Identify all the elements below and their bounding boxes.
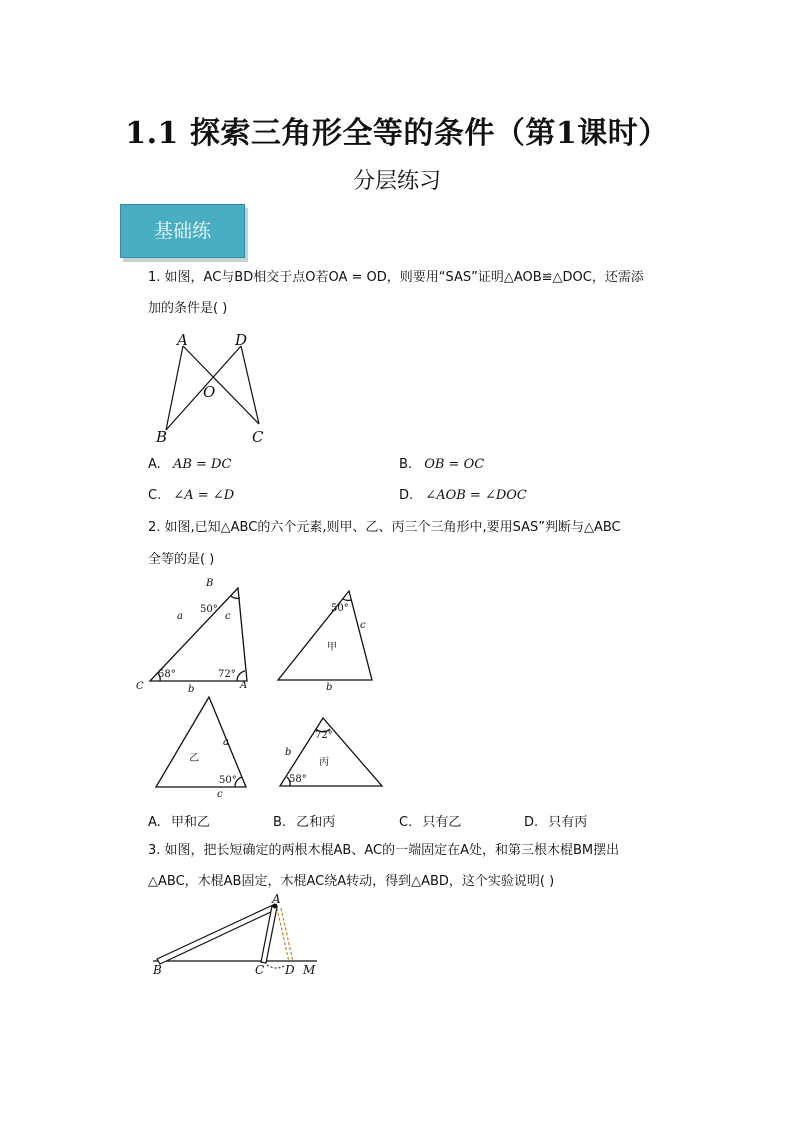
- label-a: A: [177, 331, 188, 349]
- option-key: D.: [524, 815, 539, 830]
- label-b: B: [206, 578, 214, 589]
- option-key: C.: [148, 488, 162, 503]
- rotation-arc: [267, 965, 286, 968]
- segment-ab: [166, 346, 183, 430]
- option-text: ∠AOB = ∠DOC: [425, 488, 527, 503]
- side-c: c: [225, 611, 231, 622]
- angle-58: 58°: [158, 669, 176, 680]
- option-text: 乙和丙: [296, 815, 336, 830]
- page-subtitle: 分层练习: [352, 169, 441, 194]
- jia-side-b: b: [326, 682, 333, 693]
- q1-option-d[interactable]: [399, 488, 527, 503]
- label-c: C: [255, 963, 265, 977]
- label-d: D: [235, 331, 248, 349]
- yi-side-c: c: [217, 789, 223, 800]
- segment-dc: [241, 346, 259, 424]
- label-bing: 丙: [319, 757, 329, 768]
- angle-arc-jia: [343, 599, 351, 600]
- label-b: B: [153, 963, 162, 977]
- option-text: AB = DC: [172, 457, 232, 472]
- q1-option-a[interactable]: [148, 457, 231, 472]
- q2-option-c[interactable]: [399, 811, 461, 830]
- q2-option-b[interactable]: [273, 811, 335, 830]
- label-a: A: [240, 680, 248, 691]
- page-title: 1.1 探索三角形全等的条件（第1课时）: [125, 116, 669, 151]
- angle-50: 50°: [200, 604, 218, 615]
- triangle-abc: [150, 588, 247, 681]
- bing-angle-58: 58°: [289, 774, 307, 785]
- option-text: OB = OC: [424, 457, 485, 472]
- q1-option-c[interactable]: [148, 488, 234, 503]
- option-key: B.: [273, 815, 287, 830]
- question-3-line-1: 3. 如图，把长短确定的两根木棍AB、AC的一端固定在A处，和第三根木棍BM摆出: [148, 843, 620, 858]
- segment-ac: [183, 346, 259, 424]
- side-a: a: [177, 611, 183, 622]
- option-text: 甲和乙: [170, 815, 210, 830]
- stick-ab: [157, 905, 275, 964]
- label-c: C: [136, 681, 144, 692]
- section-badge: 基础练: [120, 204, 245, 258]
- label-a: A: [272, 893, 281, 906]
- label-m: M: [303, 963, 316, 977]
- angle-72: 72°: [218, 669, 236, 680]
- question-1-line-1: 1. 如图，AC与BD相交于点O若OA = OD，则要用“SAS”证明△AOB≌△DOC，还需添: [148, 270, 644, 285]
- option-text: ∠A = ∠D: [173, 488, 235, 503]
- option-text: 只有丙: [548, 815, 588, 830]
- bing-angle-72: 72°: [315, 730, 333, 741]
- label-c: C: [252, 428, 264, 446]
- question-1-figure: [148, 326, 278, 448]
- yi-angle-50: 50°: [219, 775, 237, 786]
- question-3-figure: [145, 893, 325, 983]
- question-2-line-1: 2. 如图,已知△ABC的六个元素,则甲、乙、丙三个三角形中,要用SAS”判断与△ABC: [148, 520, 621, 535]
- label-o: O: [203, 383, 216, 401]
- triangle-jia: [278, 591, 372, 680]
- option-key: D.: [399, 488, 414, 503]
- jia-angle-50: 50°: [331, 603, 349, 614]
- bing-side-b: b: [285, 747, 292, 758]
- q1-option-b[interactable]: [399, 457, 484, 472]
- question-2-line-2: 全等的是( ): [148, 552, 215, 567]
- question-2-figure: [130, 574, 400, 806]
- label-jia: 甲: [327, 642, 337, 653]
- option-text: 只有乙: [422, 815, 462, 830]
- triangle-yi: [156, 697, 246, 787]
- label-d: D: [285, 963, 295, 977]
- side-b: b: [188, 684, 195, 695]
- yi-side-a: a: [223, 737, 229, 748]
- q2-option-d[interactable]: [524, 811, 587, 830]
- jia-side-c: c: [360, 620, 366, 631]
- q2-option-a[interactable]: [148, 811, 210, 830]
- label-b: B: [156, 428, 168, 446]
- question-3-line-2: △ABC，木棍AB固定，木棍AC绕A转动，得到△ABD，这个实验说明( ): [148, 874, 555, 889]
- option-key: C.: [399, 815, 413, 830]
- question-1-line-2: 加的条件是( ): [148, 301, 228, 316]
- label-yi: 乙: [189, 753, 199, 764]
- option-key: A.: [148, 815, 161, 830]
- option-key: A.: [148, 457, 161, 472]
- option-key: B.: [399, 457, 413, 472]
